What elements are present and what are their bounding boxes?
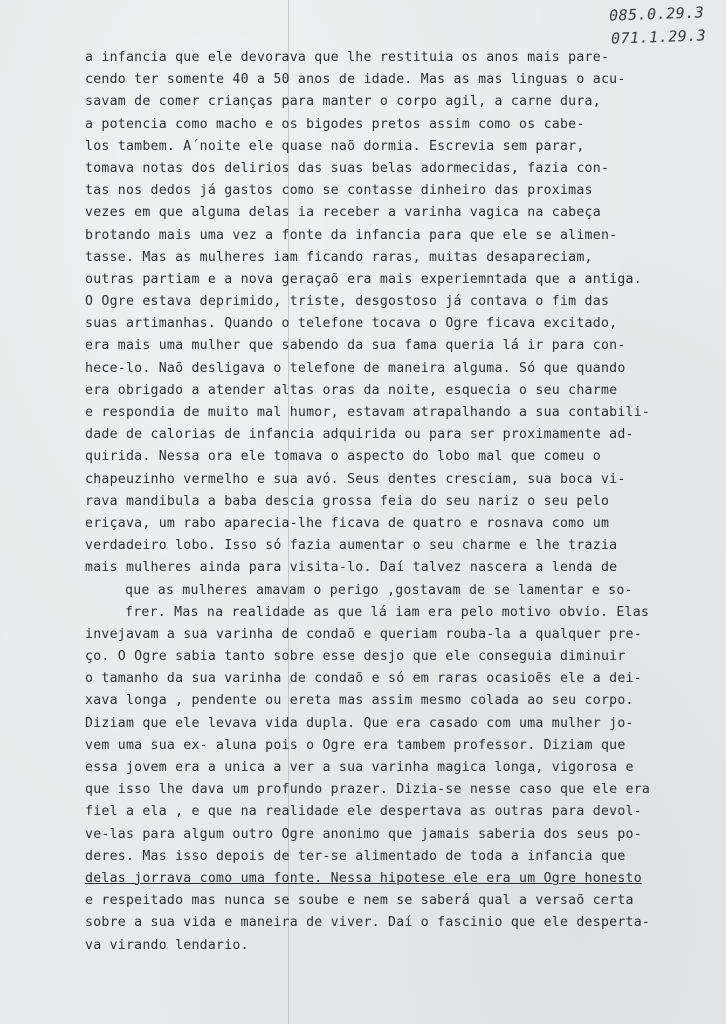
text-line: savam de comer crianças para manter o corpo agil, a carne dura, <box>85 94 601 110</box>
text-line: sobre a sua vida e maneira de viver. Daí o fascinio que ele desperta- <box>85 915 651 931</box>
text-line: Diziam que ele levava vida dupla. Que era casado com uma mulher jo- <box>85 715 634 731</box>
text-line: xava longa , pendente ou ereta mas assim mesmo colada ao seu corpo. <box>85 693 634 709</box>
text-line: O Ogre estava deprimido, triste, desgostoso já contava o fim das <box>85 294 610 310</box>
text-line: que isso lhe dava um profundo prazer. Dizia-se nesse caso que ele era <box>85 782 651 798</box>
text-line: cendo ter somente 40 a 50 anos de idade. Mas as mas linguas o acu- <box>85 72 626 88</box>
text-line: eriçava, um rabo aparecia-lhe ficava de quatro e rosnava como um <box>85 515 610 531</box>
text-line-underlined: delas jorrava como uma fonte. Nessa hipotese ele era um Ogre honesto <box>85 870 642 886</box>
text-line: tas nos dedos já gastos como se contasse dinheiro das proximas <box>85 183 593 199</box>
text-line: deres. Mas isso depois de ter-se alimentado de toda a infancia que <box>85 848 626 864</box>
text-line: e respeitado mas nunca se soube e nem se saberá qual a versaõ certa <box>85 893 634 909</box>
body-text <box>85 47 700 957</box>
text-line: e respondia de muito mal humor, estavam atrapalhando a sua contabili- <box>85 405 651 420</box>
text-line: suas artimanhas. Quando o telefone tocava o Ogre ficava excitado, <box>85 316 618 332</box>
text-line: ço. O Ogre sabia tanto sobre esse desjo que ele conseguia diminuir <box>85 649 626 665</box>
text-line: rava mandibula a baba descia grossa feia do seu nariz o seu pelo <box>85 493 610 509</box>
text-line: outras partiam e a nova geraçaõ era mais experiemntada que a antiga. <box>85 271 642 287</box>
text-line: vem uma sua ex- aluna pois o Ogre era tambem professor. Diziam que <box>85 737 626 753</box>
archive-reference-number: 085.0.29.3 <box>608 3 705 25</box>
text-line: que as mulheres amavam o perigo ,gostavam de se lamentar e so- <box>125 582 633 598</box>
text-line: era obrigado a atender altas oras da noite, esquecia o seu charme <box>85 382 618 398</box>
text-line: era mais uma mulher que sabendo da sua fama queria lá ir para con- <box>85 338 626 354</box>
text-line: mais mulheres ainda para visita-lo. Daí talvez nascera a lenda de <box>85 560 618 576</box>
text-line: brotando mais uma vez a fonte da infancia para que ele se alimen- <box>85 227 618 243</box>
text-line: verdadeiro lobo. Isso só fazia aumentar o seu charme e lhe trazia <box>85 538 618 554</box>
text-line: vezes em que alguma delas ia receber a varinha vagica na cabeça <box>85 205 601 221</box>
text-line: quirida. Nessa ora ele tomava o aspecto do lobo mal que comeu o <box>85 449 601 465</box>
archive-reference-number: 071.1.29.3 <box>610 26 707 48</box>
text-line: tomava notas dos delirios das suas belas adormecidas, fazia con- <box>85 160 610 176</box>
text-line: essa jovem era a unica a ver a sua varinha magica longa, vigorosa e <box>85 760 634 775</box>
text-line: hece-lo. Naõ desligava o telefone de maneira alguma. Só que quando <box>85 360 626 376</box>
text-line: a infancia que ele devorava que lhe restituia os anos mais pare- <box>85 50 610 65</box>
text-line: los tambem. A´noite ele quase naõ dormia. Escrevia sem parar, <box>85 138 585 154</box>
text-line: chapeuzinho vermelho e sua avó. Seus dentes cresciam, sua boca vi- <box>85 471 626 487</box>
text-line: dade de calorias de infancia adquirida ou para ser proximamente ad- <box>85 427 634 443</box>
text-line: va virando lendario. <box>85 937 249 953</box>
text-line: invejavam a sua varinha de condaõ e queriam rouba-la a qualquer pre- <box>85 626 642 642</box>
text-line: o tamanho da sua varinha de condaõ e só em raras ocasioẽs ele a dei- <box>85 671 642 687</box>
text-line: ve-las para algum outro Ogre anonimo que jamais saberia dos seus po- <box>85 826 642 842</box>
text-line: frer. Mas na realidade as que lá iam era pelo motivo obvio. Elas <box>125 604 650 620</box>
text-line: tasse. Mas as mulheres iam ficando raras, muitas desapareciam, <box>85 249 593 265</box>
text-line: a potencia como macho e os bigodes pretos assim como os cabe- <box>85 116 585 132</box>
text-line: fiel a ela , e que na realidade ele despertava as outras para devol- <box>85 804 642 820</box>
